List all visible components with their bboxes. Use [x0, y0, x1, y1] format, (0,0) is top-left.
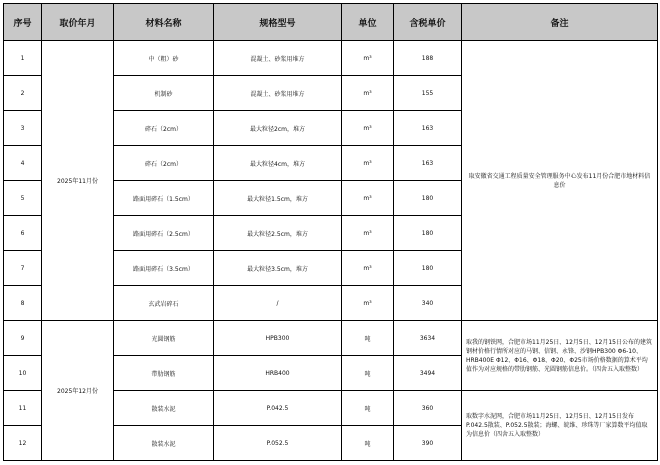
cell-spec: / [214, 286, 342, 321]
header-period: 取价年月 [42, 4, 114, 41]
cell-price: 360 [394, 391, 462, 426]
cell-material: 路面用碎石（2.5cm） [114, 216, 214, 251]
cell-material: 路面用碎石（1.5cm） [114, 181, 214, 216]
cell-no: 9 [4, 321, 42, 356]
cell-material: 碎石（2cm） [114, 146, 214, 181]
cell-price: 155 [394, 76, 462, 111]
cell-material: 机制砂 [114, 76, 214, 111]
cell-material: 带肋钢筋 [114, 356, 214, 391]
cell-spec: 最大粒径2.5cm，堆方 [214, 216, 342, 251]
cell-unit: m³ [342, 181, 394, 216]
cell-no: 12 [4, 426, 42, 461]
cell-no: 11 [4, 391, 42, 426]
cell-spec: 最大粒径1.5cm，堆方 [214, 181, 342, 216]
cell-spec: HRB400 [214, 356, 342, 391]
table-row [4, 321, 658, 356]
cell-spec: 混凝土、砂浆用堆方 [214, 76, 342, 111]
cell-unit: 吨 [342, 356, 394, 391]
cell-price: 3634 [394, 321, 462, 356]
cell-price: 188 [394, 41, 462, 76]
header-remark: 备注 [462, 4, 658, 41]
cell-unit: m³ [342, 146, 394, 181]
cell-no: 2 [4, 76, 42, 111]
cell-price: 340 [394, 286, 462, 321]
cell-spec: 最大粒径2cm，堆方 [214, 111, 342, 146]
cell-spec: 混凝土、砂浆用堆方 [214, 41, 342, 76]
cell-price: 180 [394, 181, 462, 216]
cell-no: 6 [4, 216, 42, 251]
cell-unit: m³ [342, 111, 394, 146]
cell-no: 3 [4, 111, 42, 146]
cell-price: 163 [394, 146, 462, 181]
cell-spec: 最大粒径3.5cm，堆方 [214, 251, 342, 286]
price-table [3, 3, 658, 461]
cell-period: 2025年11月份 [42, 41, 114, 321]
cell-spec: P.042.5 [214, 391, 342, 426]
cell-unit: m³ [342, 76, 394, 111]
cell-unit: m³ [342, 286, 394, 321]
cell-remark: 取数字水泥网，合肥市场11月25日、12月5日、12月15日发布P.042.5散装、P.052.5散装；海螺、皖维、珍珠等厂家算数平均值取为信息价（四舍五入取整数） [462, 391, 658, 461]
header-material: 材料名称 [114, 4, 214, 41]
price-table-wrapper [3, 3, 658, 461]
table-row [4, 41, 658, 76]
cell-unit: 吨 [342, 426, 394, 461]
cell-spec: 最大粒径4cm，堆方 [214, 146, 342, 181]
cell-price: 180 [394, 216, 462, 251]
cell-no: 5 [4, 181, 42, 216]
cell-price: 163 [394, 111, 462, 146]
cell-material: 散装水泥 [114, 391, 214, 426]
cell-price: 3494 [394, 356, 462, 391]
cell-no: 8 [4, 286, 42, 321]
cell-unit: 吨 [342, 391, 394, 426]
cell-unit: m³ [342, 251, 394, 286]
header-unit: 单位 [342, 4, 394, 41]
cell-material: 玄武岩碎石 [114, 286, 214, 321]
cell-material: 散装水泥 [114, 426, 214, 461]
cell-material: 碎石（2cm） [114, 111, 214, 146]
cell-remark: 取安徽省交通工程质量安全管理服务中心发布11月份合肥市地材料信息价 [462, 41, 658, 321]
cell-price: 390 [394, 426, 462, 461]
cell-material: 路面用碎石（3.5cm） [114, 251, 214, 286]
header-no: 序号 [4, 4, 42, 41]
cell-material: 光圆钢筋 [114, 321, 214, 356]
cell-unit: m³ [342, 216, 394, 251]
header-price: 含税单价 [394, 4, 462, 41]
cell-spec: HPB300 [214, 321, 342, 356]
cell-period: 2025年12月份 [42, 321, 114, 461]
cell-remark: 取我的钢铁网，合肥市场11月25日、12月5日、12月15日公布的建筑钢材价格行情所对应的马钢、信钢、永锋、沙钢HPB300 Φ6-10、HRB400E Φ12、Φ16、Φ18、Φ20、Φ25市场价格数据的算术平均值作为对应规格的带肋钢筋、光圆钢筋信息价。（四舍五入取整数） [462, 321, 658, 391]
cell-price: 180 [394, 251, 462, 286]
cell-no: 4 [4, 146, 42, 181]
header-row [4, 4, 658, 41]
cell-no: 7 [4, 251, 42, 286]
cell-no: 10 [4, 356, 42, 391]
cell-no: 1 [4, 41, 42, 76]
cell-spec: P.052.5 [214, 426, 342, 461]
cell-unit: m³ [342, 41, 394, 76]
cell-material: 中（粗）砂 [114, 41, 214, 76]
header-spec: 规格型号 [214, 4, 342, 41]
cell-unit: 吨 [342, 321, 394, 356]
